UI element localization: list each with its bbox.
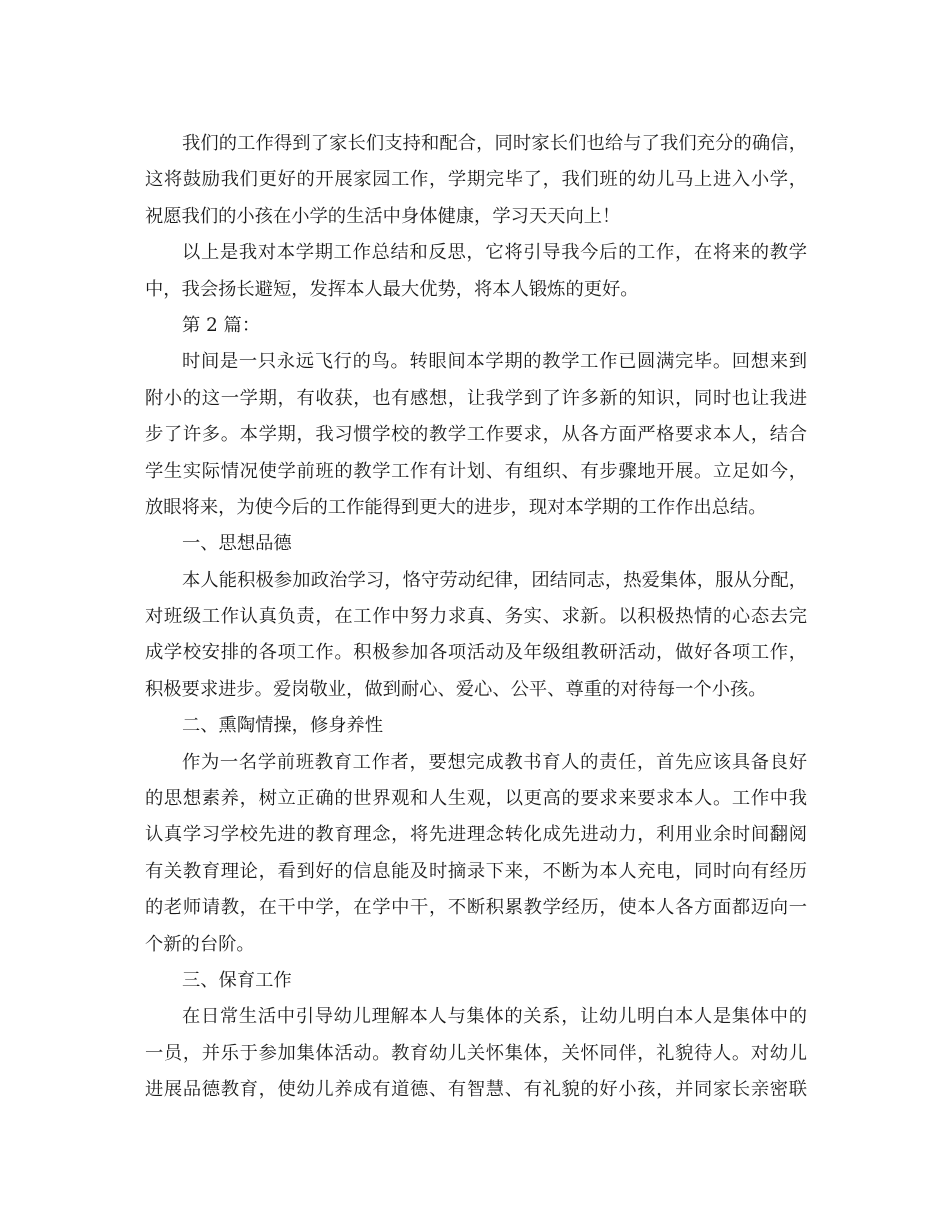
text-line: 第 2 篇：: [182, 314, 261, 336]
text-line: 时间是一只永远飞行的鸟。转眼间本学期的教学工作已圆满完毕。回想来到: [182, 351, 807, 373]
text-line: 对班级工作认真负责，在工作中努力求真、务实、求新。以积极热情的心态去完: [145, 606, 807, 628]
text-line: 我们的工作得到了家长们支持和配合，同时家长们也给与了我们充分的确信，: [182, 133, 807, 154]
text-line: 三、保育工作: [182, 969, 292, 991]
text-line: 的思想素养，树立正确的世界观和人生观，以更高的要求来要求本人。工作中我: [145, 788, 807, 810]
text-line: 成学校安排的各项工作。积极参加各项活动及年级组教研活动，做好各项工作，: [145, 642, 807, 664]
text-line: 步了许多。本学期，我习惯学校的教学工作要求，从各方面严格要求本人，结合: [145, 424, 807, 446]
text-line: 学生实际情况使学前班的教学工作有计划、有组织、有步骤地开展。立足如今，: [145, 460, 807, 482]
text-line: 一员，并乐于参加集体活动。教育幼儿关怀集体，关怀同伴，礼貌待人。对幼儿: [145, 1042, 807, 1064]
document-body: [145, 126, 807, 1109]
text-line: 一、思想品德: [182, 533, 292, 555]
text-line: 进展品德教育，使幼儿养成有道德、有智慧、有礼貌的好小孩，并同家长亲密联: [145, 1079, 807, 1101]
text-line: 在日常生活中引导幼儿理解本人与集体的关系，让幼儿明白本人是集体中的: [182, 1006, 807, 1028]
text-line: 有关教育理论，看到好的信息能及时摘录下来，不断为本人充电，同时向有经历: [145, 860, 807, 882]
text-line: 二、熏陶情操，修身养性: [182, 715, 384, 737]
text-line: 中，我会扬长避短，发挥本人最大优势，将本人锻炼的更好。: [145, 278, 639, 300]
text-line: 以上是我对本学期工作总结和反思，它将引导我今后的工作，在将来的教学: [182, 242, 807, 264]
text-line: 这将鼓励我们更好的开展家园工作，学期完毕了，我们班的幼儿马上进入小学，: [145, 169, 807, 191]
text-line: 积极要求进步。爱岗敬业，做到耐心、爱心、公平、尊重的对待每一个小孩。: [145, 678, 767, 700]
text-line: 认真学习学校先进的教育理念，将先进理念转化成先进动力，利用业余时间翻阅: [145, 824, 807, 846]
text-line: 的老师请教，在干中学，在学中干，不断积累教学经历，使本人各方面都迈向一: [145, 897, 807, 919]
text-line: 作为一名学前班教育工作者，要想完成教书育人的责任，首先应该具备良好: [182, 751, 807, 773]
text-line: 本人能积极参加政治学习，恪守劳动纪律，团结同志，热爱集体，服从分配，: [182, 569, 807, 591]
text-line: 祝愿我们的小孩在小学的生活中身体健康，学习天天向上！: [145, 205, 621, 227]
text-line: 附小的这一学期，有收获，也有感想，让我学到了许多新的知识，同时也让我进: [145, 387, 807, 409]
text-line: 个新的台阶。: [145, 933, 255, 955]
text-line: 放眼将来，为使今后的工作能得到更大的进步，现对本学期的工作作出总结。: [145, 496, 767, 518]
